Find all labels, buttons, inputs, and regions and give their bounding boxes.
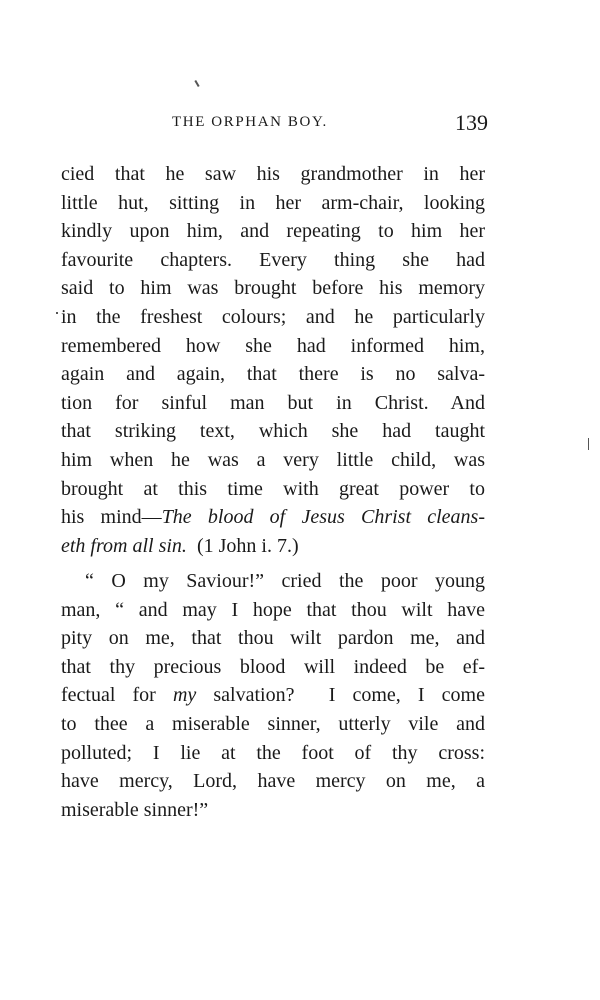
text-line: little hut, sitting in her arm-chair, looking <box>61 191 485 214</box>
text-line: cied that he saw his grandmother in her <box>61 163 485 185</box>
text-line: pity on me, that thou wilt pardon me, and <box>61 627 485 650</box>
text-line: brought at this time with great power to <box>61 477 485 500</box>
text-line: again and again, that there is no salva- <box>61 363 485 386</box>
text-line: in the freshest colours; and he particularly <box>61 305 485 328</box>
text-segment: fectual for <box>61 684 173 707</box>
text-line: tion for sinful man but in Christ. And <box>61 391 485 414</box>
text-line <box>61 681 485 710</box>
text-line: favourite chapters. Every thing she had <box>61 248 485 271</box>
text-line: man, “ and may I hope that thou wilt have <box>61 598 485 621</box>
emphasis-word: my <box>172 684 197 707</box>
text-line <box>61 503 485 532</box>
text-line: that striking text, which she had taught <box>61 420 485 443</box>
text-segment: salvation? I come, I come <box>196 684 485 707</box>
text-line: that thy precious blood will indeed be ef- <box>61 655 485 678</box>
running-head: THE ORPHAN BOY. <box>172 114 328 130</box>
print-speck <box>588 438 589 450</box>
text-line: polluted; I lie at the foot of thy cross: <box>61 741 485 764</box>
paragraph-1 <box>61 160 485 560</box>
paragraph-2 <box>61 567 485 824</box>
text-line: “ O my Saviour!” cried the poor young <box>85 570 485 592</box>
scripture-reference: (1 John i. 7.) <box>186 534 299 557</box>
scripture-quote: eth from all sin. <box>61 534 187 557</box>
print-speck <box>194 80 199 87</box>
print-speck <box>56 312 58 314</box>
text-line: have mercy, Lord, have mercy on me, a <box>61 770 485 793</box>
text-line: to thee a miserable sinner, utterly vile and <box>61 712 485 735</box>
page-number: 139 <box>455 110 488 135</box>
page-header <box>172 110 488 140</box>
text-line: said to him was brought before his memory <box>61 277 485 300</box>
text-segment: his mind— <box>61 506 162 529</box>
text-line: kindly upon him, and repeating to him her <box>61 220 485 243</box>
text-line: him when he was a very little child, was <box>61 448 485 471</box>
text-line <box>61 532 485 561</box>
text-line: miserable sinner!” <box>61 798 209 821</box>
text-line: remembered how she had informed him, <box>61 334 485 357</box>
scripture-quote: The blood of Jesus Christ cleans- <box>161 506 486 529</box>
